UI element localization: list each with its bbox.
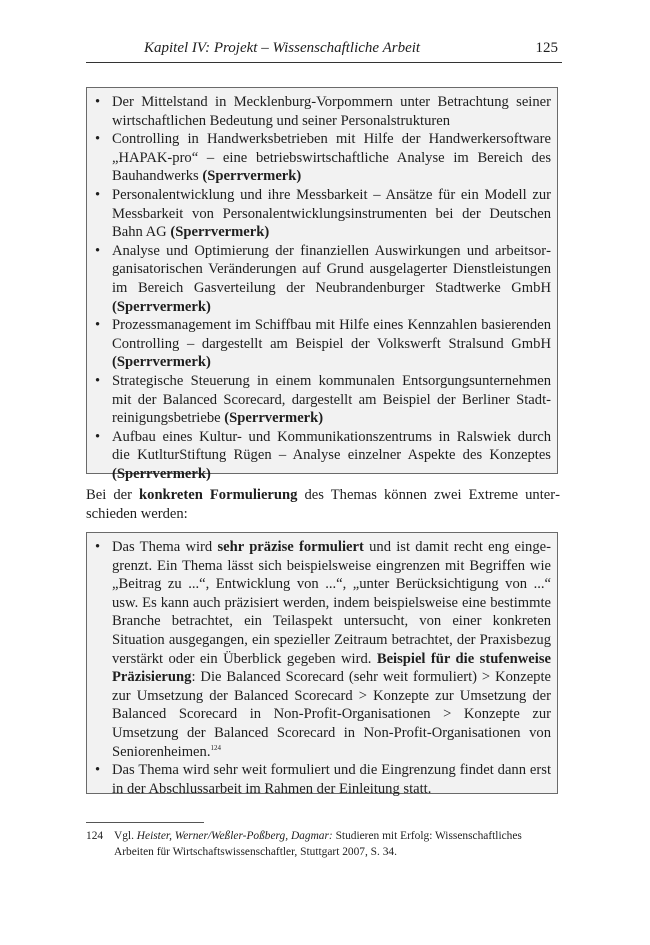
restriction-note: (Sperrvermerk) (112, 298, 211, 315)
footnote-separator (86, 822, 204, 823)
page-number: 125 (535, 40, 558, 56)
footnote-authors: Heister, Werner/Weßler-Poßberg, Dagmar: (136, 830, 333, 842)
emphasis: konkreten Formulierung (139, 487, 298, 503)
formulation-extremes-list (87, 533, 557, 798)
emphasis: Beispiel für die stufenweise Präzisierung (112, 650, 551, 686)
list-item: • Das Thema wird sehr weit formuliert und die Eingrenzung findet dann erst in der Abschlussarbeit im Rahmen der Einleitung statt. (93, 761, 551, 798)
footnote-number: 124 (86, 830, 104, 842)
footnote-text: Vgl. Heister, Werner/Weßler-Poßberg, Dagmar: Studieren mit Erfolg: Wissenschaftliches Arbeiten für Wirtschaftswissenschaftler, Stuttgart 2007, S. 34. (114, 830, 522, 858)
chapter-title: Kapitel IV: Projekt – Wissenschaftliche Arbeit (144, 40, 421, 56)
list-item: • Aufbau eines Kultur- und Kommunikationszentrums in Ralswiek durch die KutlturStiftung Rügen – Analyse einzelner Aspekte des Konzeptes (Sperrvermerk) (93, 428, 551, 484)
list-item: • Personalentwicklung und ihre Messbarkeit – Ansätze für ein Modell zur Messbarkeit von Personalentwicklungsinstrumenten bei der Deutschen Bahn AG (Sperrvermerk) (93, 186, 551, 242)
example-topics-box (86, 87, 558, 482)
running-header (86, 38, 562, 63)
footnote (86, 828, 562, 860)
restriction-note: (Sperrvermerk) (224, 410, 324, 427)
list-item: • Der Mittelstand in Mecklenburg-Vorpommern unter Betrachtung seiner wirtschaftlichen Bedeutung und seiner Personalstrukturen (93, 93, 551, 130)
restriction-note: (Sperrvermerk) (112, 354, 211, 371)
list-item: • Analyse und Optimierung der finanziellen Auswirkungen und arbeitsorganisatorischen Veränderungen auf Grund ausgelagerter Dienstleistungen im Bereich Gasverteilung der Neubrandenburger Stadtwerke GmbH (Sperrvermerk) (93, 242, 551, 316)
list-item: • Das Thema wird sehr präzise formuliert und ist damit recht eng eingegrenzt. Ein Thema lässt sich beispielsweise eingrenzen mit Begriffen wie „Beitrag zu ...“, Entwicklung von ...“, „unter Berücksichtigung von ...“ usw. Es kann auch präzisiert werden, indem beispielsweise eine bestimmte Branche betrachtet, ein Teilaspekt untersucht, von einer konkreten Situation ausgegangen, ein spezieller Zeitraum betrachtet, der Praxisbezug verstärkt oder ein Überblick gegeben wird. Beispiel für die stufenweise Präzisierung: Die Balanced Scorecard (sehr weit formuliert) > Konzepte zur Umsetzung der Balanced Scorecard > Konzepte zur Umsetzung der Balanced Scorecard in Non-Profit-Organisationen > Konzepte zur Umsetzung der Balanced Scorecard in Non-Profit-Organisationen von Seniorenheimen.$^{124}$ (93, 538, 551, 761)
list-item: • Prozessmanagement im Schiffbau mit Hilfe eines Kennzahlen basierenden Controlling – dargestellt am Beispiel der Volkswerft Stralsund GmbH (Sperrvermerk) (93, 316, 551, 372)
example-topics-list (87, 88, 557, 483)
body-paragraph: Bei der konkreten Formulierung des Themas können zwei Extreme unterschieden werden: (86, 487, 560, 522)
restriction-note: (Sperrvermerk) (202, 168, 302, 185)
footnote-reference[interactable]: 124 (210, 743, 221, 752)
list-item: • Controlling in Handwerksbetrieben mit Hilfe der Handwerkersoftware „HAPAK-pro“ – eine betriebswirtschaftliche Analyse im Bereich des Bauhandwerks (Sperrvermerk) (93, 130, 551, 186)
formulation-extremes-box (86, 532, 558, 797)
restriction-note: (Sperrvermerk) (112, 465, 211, 482)
list-item: • Strategische Steuerung in einem kommunalen Entsorgungsunternehmen mit der Balanced Scorecard, dargestellt am Beispiel der Berliner Stadtreinigungsbetriebe (Sperrvermerk) (93, 372, 551, 428)
emphasis: sehr präzise formuliert (217, 539, 364, 555)
restriction-note: (Sperrvermerk) (170, 224, 270, 241)
